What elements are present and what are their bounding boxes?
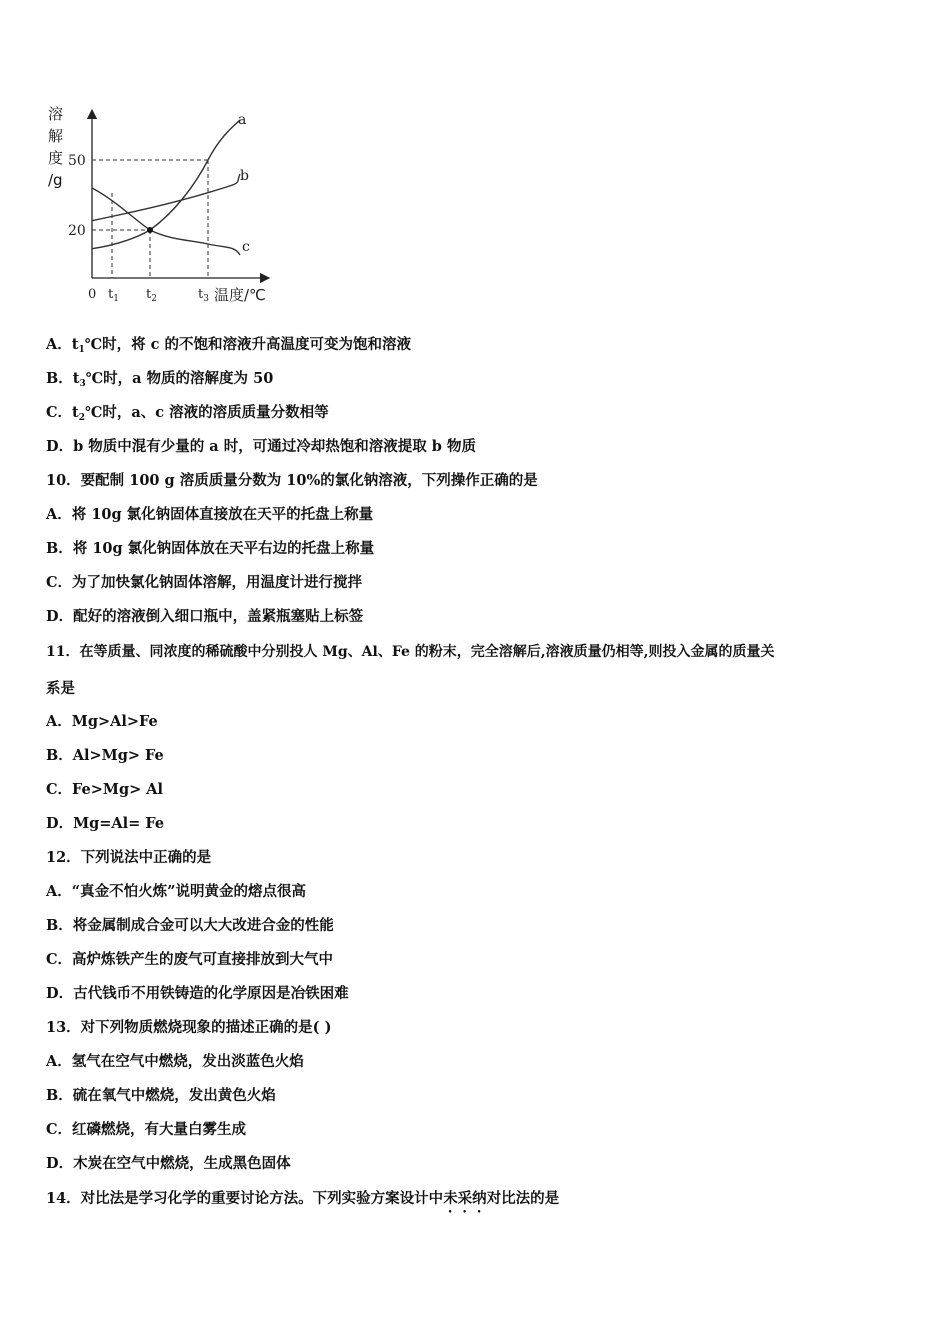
option-text: 硫在氧气中燃烧，发出黄色火焰 — [72, 1087, 276, 1104]
option-text-part: t — [72, 404, 79, 421]
subscript: 1 — [78, 345, 85, 355]
subscript: 2 — [78, 413, 86, 423]
x-tick-label-t1: $t_1$ — [108, 287, 119, 304]
q12-option-c[interactable] — [46, 950, 333, 970]
q12-stem: 12．下列说法中正确的是 — [46, 849, 212, 866]
q10-option-d[interactable] — [46, 607, 363, 627]
q12-option-a[interactable] — [46, 882, 306, 902]
subscript: 3 — [79, 379, 86, 389]
option-text: Mg>Al>Fe — [71, 713, 158, 730]
q9-option-a[interactable] — [46, 335, 411, 360]
q12-option-b[interactable] — [46, 916, 334, 936]
q11-stem-line2: 系是 — [46, 680, 75, 697]
option-text: 为了加快氯化钠固体溶解，用温度计进行搅拌 — [72, 574, 363, 591]
option-text: 配好的溶液倒入细口瓶中，盖紧瓶塞贴上标签 — [73, 608, 364, 625]
option-letter: D． — [46, 608, 74, 625]
option-letter: A． — [46, 883, 72, 900]
option-text: b 物质中混有少量的 a 时，可通过冷却热饱和溶液提取 b 物质 — [73, 438, 476, 455]
solubility-chart — [40, 98, 280, 313]
option-letter: D． — [46, 985, 74, 1002]
q11-stem-line1: 11．在等质量、同浓度的稀硫酸中分别投人 Mg、Al、Fe 的粉末，完全溶解后,溶液质量仍相等,则投入金属的质量关 — [46, 644, 775, 660]
q14-stem-part: 14．对比法是学习化学的重要讨论方法。下列实验方案设计中 — [46, 1190, 444, 1207]
y-tick-label-50: 50 — [68, 153, 86, 169]
q13-option-a[interactable] — [46, 1052, 304, 1072]
option-letter: D． — [46, 1155, 74, 1172]
q10-option-a[interactable] — [46, 505, 373, 525]
option-letter: B． — [46, 540, 73, 557]
q13-stem: 13．对下列物质燃烧现象的描述正确的是( ) — [46, 1019, 332, 1036]
option-text: 将 10g 氯化钠固体放在天平右边的托盘上称量 — [72, 540, 375, 557]
option-text-part: t — [71, 336, 79, 353]
q11-option-c[interactable] — [46, 780, 163, 800]
option-text: Al>Mg> Fe — [72, 747, 164, 764]
y-axis-label-char: 解 — [48, 127, 64, 145]
option-text-part: t — [72, 370, 80, 387]
option-text: 红磷燃烧，有大量白雾生成 — [72, 1121, 247, 1138]
y-axis-label-char: 度 — [48, 149, 64, 167]
x-tick-label-t2: $t_2$ — [146, 287, 157, 304]
x-tick-label-t3: $t_3$ — [198, 287, 209, 304]
option-letter: A． — [46, 1053, 72, 1070]
option-text: 木炭在空气中燃烧，生成黑色固体 — [73, 1155, 291, 1172]
q9-option-b[interactable] — [46, 369, 273, 394]
option-letter: C． — [46, 1121, 73, 1138]
option-letter: B． — [46, 917, 73, 934]
option-letter: B． — [46, 747, 73, 764]
q9-option-d[interactable] — [46, 437, 476, 457]
option-text: 高炉炼铁产生的废气可直接排放到大气中 — [72, 951, 334, 968]
x-axis-label: 温度/℃ — [214, 286, 266, 304]
chart-svg — [40, 98, 280, 313]
option-letter: A． — [46, 506, 72, 523]
series-label-a: a — [238, 112, 247, 128]
option-letter: C． — [46, 781, 73, 798]
series-label-c: c — [242, 239, 250, 255]
y-axis-label-char: 溶 — [48, 105, 64, 123]
option-text: Mg=Al= Fe — [73, 815, 165, 832]
intersection-point — [147, 227, 153, 233]
q14-stem-part: 对比法的是 — [486, 1190, 560, 1207]
y-tick-label-20: 20 — [68, 223, 86, 239]
q9-option-c[interactable] — [46, 403, 329, 428]
option-text: 氢气在空气中燃烧，发出淡蓝色火焰 — [71, 1053, 304, 1070]
option-letter: A． — [46, 336, 72, 353]
q10-stem: 10．要配制 100 g 溶质质量分数为 10%的氯化钠溶液，下列操作正确的是 — [46, 472, 538, 489]
q12-option-d[interactable] — [46, 984, 349, 1004]
q13-option-d[interactable] — [46, 1154, 291, 1174]
q11-option-d[interactable] — [46, 814, 164, 834]
option-text: ℃时，将 c 的不饱和溶液升高温度可变为饱和溶液 — [84, 336, 412, 353]
q10-option-b[interactable] — [46, 539, 374, 559]
option-letter: C． — [46, 574, 73, 591]
option-letter: D． — [46, 815, 74, 832]
option-letter: D． — [46, 438, 74, 455]
q11-option-a[interactable] — [46, 712, 158, 732]
q13-option-c[interactable] — [46, 1120, 246, 1140]
option-text: ℃时，a 物质的溶解度为 50 — [85, 370, 274, 387]
y-axis-label-char: /g — [48, 171, 63, 189]
q14-emphasis: 未采纳 — [443, 1190, 487, 1207]
option-text: 古代钱币不用铁铸造的化学原因是冶铁困难 — [73, 985, 349, 1002]
option-letter: A． — [46, 713, 72, 730]
option-letter: C． — [46, 951, 73, 968]
q11-option-b[interactable] — [46, 746, 164, 766]
curve-b — [92, 174, 240, 221]
option-text: “真金不怕火炼”说明黄金的熔点很高 — [71, 883, 306, 900]
q13-option-b[interactable] — [46, 1086, 276, 1106]
q10-option-c[interactable] — [46, 573, 362, 593]
option-text: 将 10g 氯化钠固体直接放在天平的托盘上称量 — [71, 506, 374, 523]
curve-a — [92, 120, 240, 249]
x-tick-label-0: 0 — [88, 287, 97, 302]
series-label-b: b — [240, 168, 249, 184]
option-letter: C． — [46, 404, 73, 421]
option-letter: B． — [46, 1087, 73, 1104]
option-letter: B． — [46, 370, 73, 387]
option-text: Fe>Mg> Al — [72, 781, 164, 798]
q14-stem — [46, 1189, 559, 1216]
option-text: 将金属制成合金可以大大改进合金的性能 — [72, 917, 334, 934]
option-text: ℃时，a、c 溶液的溶质质量分数相等 — [85, 404, 329, 421]
